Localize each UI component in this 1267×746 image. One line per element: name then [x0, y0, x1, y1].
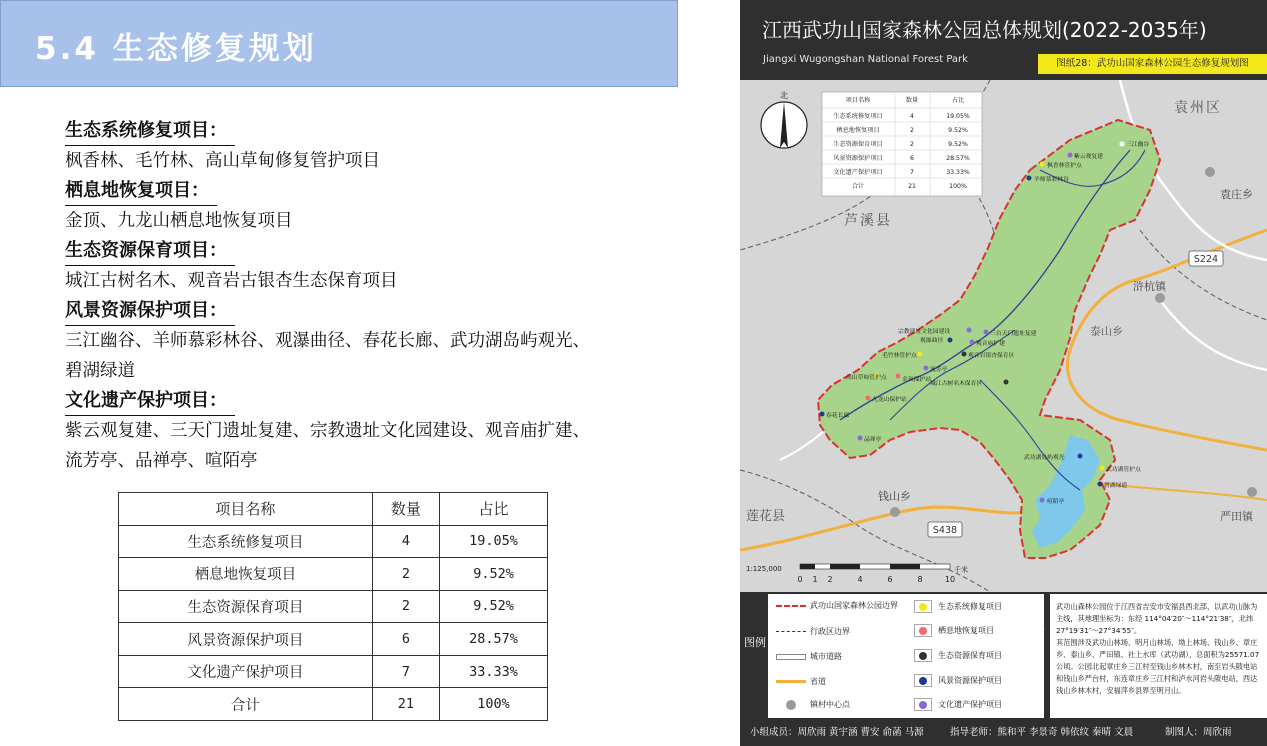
map-table-cell: 4: [910, 113, 914, 120]
sheet-number-label: 图纸28：武功山国家森林公园生态修复规划图: [1038, 54, 1267, 74]
legend-symbol-admin-boundary: [776, 631, 806, 632]
scale-tick: 8: [917, 575, 923, 584]
legend-label: 镇村中心点: [810, 700, 850, 709]
map-table-header: 项目名称: [845, 97, 871, 104]
legend-item: [776, 699, 850, 710]
legend-symbol-park-boundary: [776, 605, 806, 607]
legend-item: [776, 600, 898, 611]
legend-symbol-town: [786, 700, 796, 710]
table-cell: 4: [372, 525, 439, 558]
project-heading: 风景资源保护项目：: [65, 296, 235, 326]
poi-label: 品禅亭: [864, 437, 882, 443]
poi-label: 宗教遗址文化园建设: [898, 329, 951, 335]
table-row: [119, 558, 548, 591]
table-cell: 合计: [119, 688, 373, 721]
poi-label: 武功湖岛屿观光: [1024, 455, 1065, 461]
section-title-bar: [0, 0, 678, 87]
design-notes-paragraph: 其范围涉及武功山林场、明月山林场、坳上林场、钱山乡、章庄乡、泰山乡、严田镇、社上水库（武功湖），总面积为25571.07公顷。公园北起章庄乡三江村至钱山乡林木村，南至岩头陂电站和钱山乡严台村，东连章庄乡三江村和泸水河岩头陂电站，西达钱山乡林木村，安福萍乡县界至明月山。: [1056, 638, 1260, 695]
table-cell: 19.05%: [440, 525, 548, 558]
table-cell: 6: [372, 623, 439, 656]
scale-tick: 4: [857, 575, 863, 584]
table-header: 项目名称: [119, 493, 373, 526]
poi-label: 春花长廊: [826, 413, 850, 419]
town-label: 严田镇: [1220, 510, 1253, 523]
project-line: 紫云观复建、三天门遗址复建、宗教遗址文化园建设、观音庙扩建、: [65, 421, 590, 441]
region-label: 芦溪县: [844, 213, 892, 229]
region-label: 袁州区: [1174, 100, 1222, 116]
project-list: [65, 116, 665, 476]
table-cell: 生态系统修复项目: [119, 525, 373, 558]
poi-label: 观音庙扩建: [976, 341, 1005, 347]
project-section: [65, 296, 665, 386]
map-table-cell: 文化遗产保护项目: [833, 169, 883, 176]
table-cell: 生态资源保育项目: [119, 590, 373, 623]
table-cell: 9.52%: [440, 590, 548, 623]
road-shield: [928, 522, 962, 537]
map-table-cell: 6: [910, 155, 914, 162]
scale-tick: 1: [812, 575, 818, 584]
poi-label: 三江幽谷: [1126, 142, 1150, 148]
poi-label: 羊师慕彩林谷: [1034, 177, 1069, 183]
poi-label: 城江古树名木保育区: [930, 381, 983, 387]
map-svg: [740, 80, 1267, 592]
map-table-cell: 栖息地恢复项目: [836, 127, 880, 134]
legend-item: [776, 676, 826, 687]
map-canvas[interactable]: [740, 80, 1267, 592]
table-cell: 100%: [440, 688, 548, 721]
table-cell: 文化遗产保护项目: [119, 655, 373, 688]
legend-item: [914, 698, 1002, 711]
project-line: 碧湖绿道: [65, 361, 135, 381]
project-section: [65, 176, 665, 236]
poi-label: 观瀑曲径: [920, 338, 944, 344]
project-heading: 生态系统修复项目：: [65, 116, 235, 146]
table-cell: 2: [372, 590, 439, 623]
project-line: 金顶、九龙山栖息地恢复项目: [65, 211, 293, 231]
table-cell: 7: [372, 655, 439, 688]
legend-item: [914, 674, 1002, 687]
poi-label: 碧湖绿道: [1104, 483, 1128, 489]
road-shield: [1189, 251, 1223, 266]
poi-label: 武功湖管护点: [1106, 467, 1141, 473]
legend-symbol-provincial-road: [776, 680, 806, 683]
design-notes: [1050, 594, 1267, 718]
legend-label: 文化遗产保护项目: [938, 700, 1002, 709]
scale-tick: 2: [827, 575, 833, 584]
table-cell: 风景资源保护项目: [119, 623, 373, 656]
map-table-cell: 21: [908, 183, 916, 190]
table-row: [119, 655, 548, 688]
legend-label: 武功山国家森林公园边界: [810, 601, 898, 610]
road-shield-label: S224: [1193, 254, 1219, 265]
legend-symbol-heritage: [914, 698, 932, 711]
map-table-header: 数量: [905, 97, 919, 104]
map-table-cell: 7: [910, 169, 914, 176]
town-label: 浒杭镇: [1133, 280, 1166, 293]
map-sheet-subtitle: Jiangxi Wugongshan National Forest Park: [763, 54, 968, 65]
credits-teachers: 指导老师：熊和平 李景奇 韩依纹 秦晴 文晨: [950, 727, 1134, 738]
project-line: 枫香林、毛竹林、高山草甸修复管护项目: [65, 151, 380, 171]
scale-tick: 6: [887, 575, 893, 584]
legend-area: [740, 592, 1267, 720]
credits-bar: [740, 720, 1267, 746]
legend-item: [776, 651, 842, 662]
project-heading: 栖息地恢复项目：: [65, 176, 217, 206]
map-table-cell: 风景资源保护项目: [833, 155, 883, 162]
map-table-cell: 合计: [851, 183, 865, 190]
table-cell: 21: [372, 688, 439, 721]
legend-item: [914, 600, 1002, 613]
credits-maker: 制图人：周欣雨: [1165, 727, 1232, 738]
map-sheet-title: 江西武功山国家森林公园总体规划(2022-2035年): [762, 18, 1207, 42]
legend-symbol-conservation: [914, 649, 932, 662]
table-total-row: [119, 688, 548, 721]
town-label: 袁庄乡: [1220, 188, 1253, 201]
poi-label: 流芳亭: [930, 367, 948, 373]
legend-label: 生态资源保育项目: [938, 651, 1002, 660]
region-label: 莲花县: [746, 509, 786, 524]
map-table-cell: 9.52%: [948, 127, 968, 134]
table-row: [119, 525, 548, 558]
design-notes-paragraph: 武功山森林公园位于江西省吉安市安福县西北部，以武功山脉为主线，其地理坐标为：东经 114°04′20″～114°21′38″，北纬 27°19′31″～27°34′55″。: [1056, 602, 1258, 635]
poi-label: 九龙山保护站: [872, 397, 907, 403]
design-notes-side-label: 设计说明: [1023, 624, 1045, 654]
project-heading: 文化遗产保护项目：: [65, 386, 235, 416]
legend-symbol-ecosystem: [914, 600, 932, 613]
poi-label: 观音岩银杏保育区: [968, 353, 1015, 359]
map-table-cell: 2: [910, 127, 914, 134]
project-stat-table: [118, 492, 548, 721]
credits-members: 小组成员：周欣雨 黄宇涵 曹安 俞菡 马源: [750, 727, 924, 738]
table-cell: 28.57%: [440, 623, 548, 656]
legend-label: 栖息地恢复项目: [938, 626, 994, 635]
legend-item: [914, 624, 994, 637]
legend-label: 城市道路: [810, 652, 842, 661]
table-row: [119, 623, 548, 656]
poi-label: 毛竹林管护点: [882, 353, 917, 359]
project-section: [65, 236, 665, 296]
poi-label: 枫香林管护点: [1047, 163, 1082, 169]
map-table-cell: 生态资源保育项目: [833, 141, 883, 148]
project-line: 城江古树名木、观音岩古银杏生态保育项目: [65, 271, 398, 291]
legend-symbol-scenic: [914, 674, 932, 687]
table-cell: 9.52%: [440, 558, 548, 591]
project-heading: 生态资源保育项目：: [65, 236, 235, 266]
legend-symbol-habitat: [914, 624, 932, 637]
project-line: 流芳亭、品禅亭、喧陌亭: [65, 451, 258, 471]
project-line: 三江幽谷、羊师慕彩林谷、观瀑曲径、春花长廊、武功湖岛屿观光、: [65, 331, 590, 351]
scale-tick: 0: [797, 575, 803, 584]
legend-label: 行政区边界: [810, 627, 850, 636]
poi-label: 喧陌亭: [1047, 499, 1065, 505]
poi-label: 金顶保护站: [902, 377, 931, 383]
scale-tick: 10: [944, 575, 956, 584]
map-table-cell: 生态系统修复项目: [833, 113, 883, 120]
legend-symbol-city-road: [776, 654, 806, 660]
map-table-cell: 33.33%: [946, 169, 970, 176]
north-label: 北: [780, 91, 788, 100]
poi-label: 紫云观复建: [1074, 154, 1103, 160]
region-label: 泰山乡: [1090, 325, 1123, 338]
scale-ratio: 1:125,000: [746, 565, 782, 573]
table-header-row: [119, 493, 548, 526]
map-table-cell: 2: [910, 141, 914, 148]
legend-item: [914, 649, 1002, 662]
map-stat-table: [822, 92, 982, 196]
poi-label: 高山草甸管护点: [846, 375, 887, 381]
road-shield-label: S438: [932, 525, 958, 536]
table-cell: 33.33%: [440, 655, 548, 688]
map-table-cell: 100%: [949, 183, 967, 190]
legend-label: 风景资源保护项目: [938, 676, 1002, 685]
map-table-cell: 28.57%: [946, 155, 970, 162]
legend-label: 生态系统修复项目: [938, 602, 1002, 611]
map-table-header: 占比: [951, 97, 965, 104]
table-row: [119, 590, 548, 623]
table-cell: 2: [372, 558, 439, 591]
table-cell: 栖息地恢复项目: [119, 558, 373, 591]
poi-label: 三台天门遗址复建: [990, 331, 1037, 337]
table-header: 占比: [440, 493, 548, 526]
map-table-cell: 9.52%: [948, 141, 968, 148]
legend-box: [768, 594, 1044, 718]
legend-item: [776, 626, 850, 637]
section-title: 5.4 生态修复规划: [35, 31, 317, 67]
project-section: [65, 386, 665, 476]
town-label: 钱山乡: [878, 490, 911, 503]
map-table-cell: 19.05%: [946, 113, 970, 120]
table-header: 数量: [372, 493, 439, 526]
project-section: [65, 116, 665, 176]
legend-side-label: 图例: [744, 636, 766, 649]
scale-unit: 千米: [954, 566, 968, 574]
legend-label: 省道: [810, 677, 826, 686]
map-sheet: [740, 0, 1267, 746]
